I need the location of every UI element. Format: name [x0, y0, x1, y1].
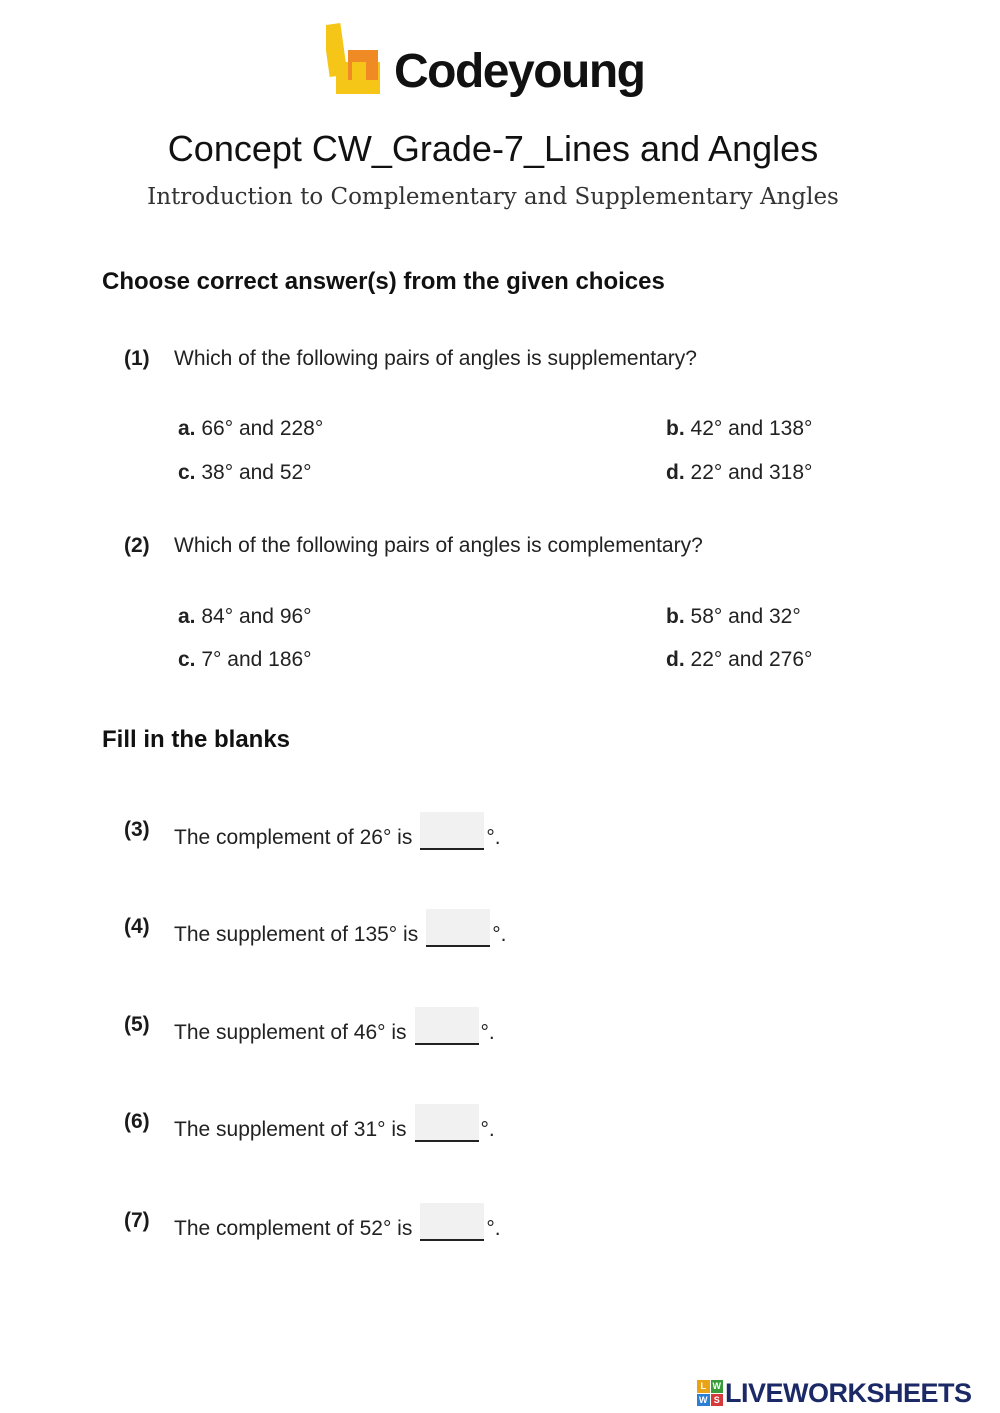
option-text: 22° and 318°: [690, 461, 813, 484]
question-number: (7): [124, 1209, 150, 1232]
option-text: 42° and 138°: [690, 417, 813, 440]
fill-blank-row: [174, 1100, 495, 1142]
option-letter: a.: [178, 417, 196, 440]
option-letter: d.: [666, 648, 685, 671]
answer-input[interactable]: [426, 909, 490, 947]
section-heading-blanks: Fill in the blanks: [102, 726, 291, 753]
liveworksheets-icon: [697, 1380, 723, 1406]
degree-suffix: °.: [486, 826, 501, 849]
option-2a[interactable]: [178, 605, 312, 629]
logo-tile: W: [699, 1394, 708, 1405]
option-2b[interactable]: [666, 605, 801, 629]
question-number: (3): [124, 818, 150, 841]
question-number: (1): [124, 347, 150, 370]
degree-suffix: °.: [492, 923, 507, 946]
question-number: (2): [124, 534, 150, 557]
option-letter: d.: [666, 461, 685, 484]
fill-blank-row: [174, 905, 506, 947]
answer-input[interactable]: [415, 1007, 479, 1045]
option-text: 38° and 52°: [201, 461, 312, 484]
fill-blank-row: [174, 1199, 501, 1241]
option-text: 58° and 32°: [690, 605, 801, 628]
question-number: (6): [124, 1110, 150, 1133]
blank-question-text: The supplement of 135° is: [174, 923, 419, 946]
option-letter: b.: [666, 417, 685, 440]
brand-name: Codeyoung: [394, 45, 645, 98]
option-2d[interactable]: [666, 648, 812, 672]
liveworksheets-logo: [697, 1377, 972, 1409]
fill-blank-row: [174, 1003, 495, 1045]
option-text: 22° and 276°: [690, 648, 813, 671]
degree-suffix: °.: [480, 1118, 495, 1141]
option-text: 66° and 228°: [201, 417, 324, 440]
answer-input[interactable]: [415, 1104, 479, 1142]
degree-suffix: °.: [486, 1217, 501, 1240]
blank-question-text: The supplement of 46° is: [174, 1021, 407, 1044]
option-1d[interactable]: [666, 461, 812, 485]
option-letter: a.: [178, 605, 196, 628]
liveworksheets-brand: LIVEWORKSHEETS: [725, 1377, 972, 1408]
codeyoung-logo: [326, 22, 666, 106]
page-subtitle: Introduction to Complementary and Supplementary Angles: [147, 184, 839, 210]
logo-tile: L: [697, 1380, 710, 1393]
question-text: Which of the following pairs of angles is supplementary?: [174, 347, 697, 370]
option-text: 7° and 186°: [201, 648, 312, 671]
page-title: Concept CW_Grade-7_Lines and Angles: [167, 128, 819, 169]
section-heading-choices: Choose correct answer(s) from the given choices: [102, 268, 665, 295]
blank-question-text: The complement of 26° is: [174, 826, 413, 849]
fill-blank-row: [174, 808, 501, 850]
option-1b[interactable]: [666, 417, 812, 441]
logo-tile: W: [712, 1381, 721, 1391]
option-letter: c.: [178, 648, 196, 671]
blank-question-text: The complement of 52° is: [174, 1217, 413, 1240]
option-letter: b.: [666, 605, 685, 628]
question-text: Which of the following pairs of angles is complementary?: [174, 534, 703, 557]
answer-input[interactable]: [420, 812, 484, 850]
question-number: (5): [124, 1013, 150, 1036]
logo-tile: S: [711, 1394, 724, 1407]
degree-suffix: °.: [480, 1021, 495, 1044]
option-2c[interactable]: [178, 648, 312, 672]
question-number: (4): [124, 915, 150, 938]
option-letter: c.: [178, 461, 196, 484]
codeyoung-logo-icon: [326, 22, 382, 96]
option-1c[interactable]: [178, 461, 312, 485]
option-text: 84° and 96°: [201, 605, 312, 628]
blank-question-text: The supplement of 31° is: [174, 1118, 407, 1141]
option-1a[interactable]: [178, 417, 323, 441]
answer-input[interactable]: [420, 1203, 484, 1241]
